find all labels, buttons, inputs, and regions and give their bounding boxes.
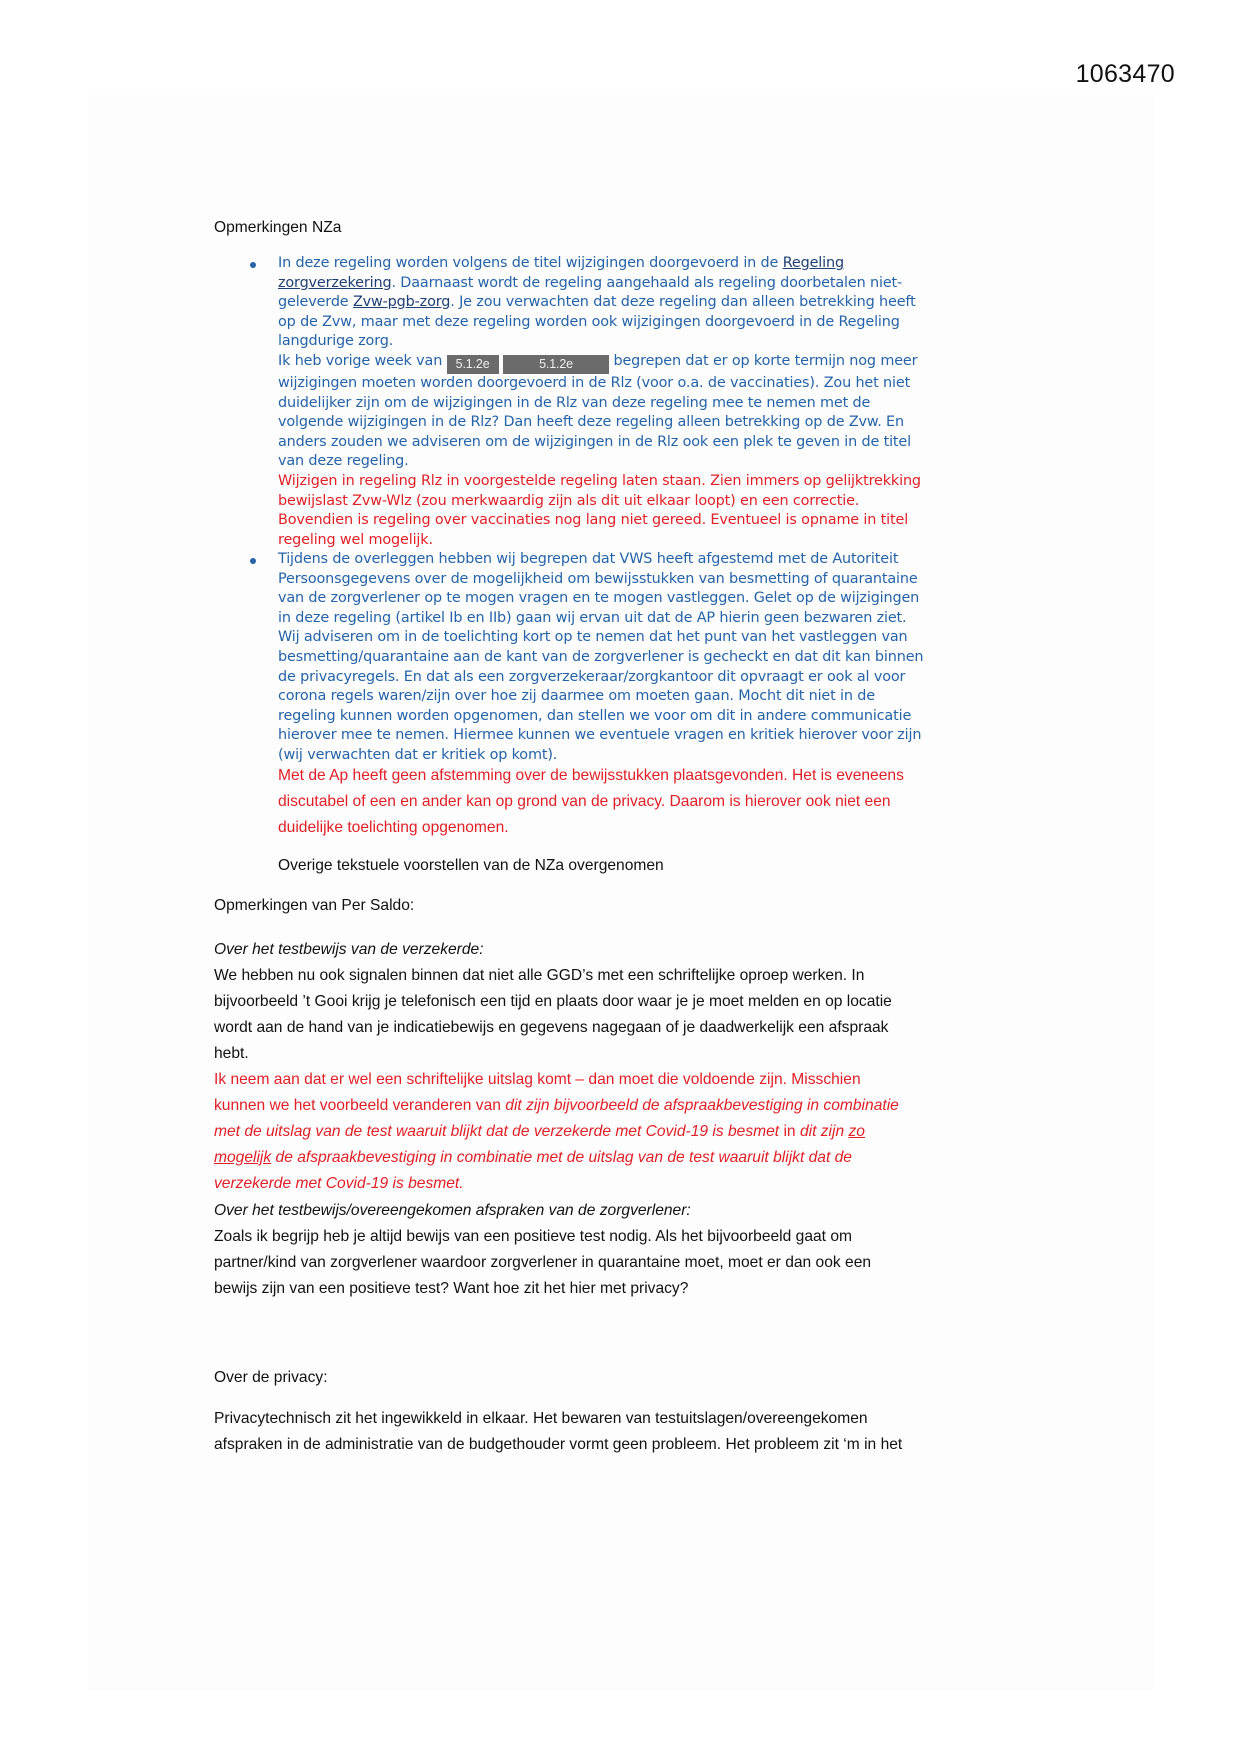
text-line: Ik heb vorige week van 5.1.2e 5.1.2e begrepen dat er op korte termijn nog meer	[278, 352, 1038, 374]
text-line: anders zouden we adviseren om de wijzigingen in de Rlz ook een plek te geven in de titel	[278, 433, 911, 450]
subheading: Over het testbewijs/overeengekomen afspraken van de zorgverlener:	[214, 1202, 691, 1219]
bullet-icon	[250, 262, 256, 268]
link-zvw-pgb-zorg[interactable]: Zvw-pgb-zorg	[352, 294, 451, 311]
text-line: wijzigingen moeten worden doorgevoerd in de Rlz (voor o.a. de vaccinaties). Zou het niet	[278, 374, 911, 391]
redaction-box: 5.1.2e	[447, 355, 499, 374]
response-text: Wijzigen in regeling Rlz in voorgestelde regeling laten staan. Zien immers op gelijktrekking bewijslast Zvw-Wlz (zou merkwaardig zijn als dit uit elkaar loopt) en een correctie. Bovendien is regeling over vaccinaties nog lang niet gereed. Eventueel is opname in titel regeling wel mogelijk.	[278, 472, 921, 548]
text-line: op de Zvw, maar met deze regeling worden ook wijzigingen doorgevoerd in de Regeling	[278, 313, 900, 330]
per-saldo-section-1: Over het testbewijs van de verzekerde: We hebben nu ook signalen binnen dat niet alle GGD’s met een schriftelijke oproep werken. In bijvoorbeeld ’t Gooi krijg je telefonisch een tijd en plaats door waar je je moet melden en op locatie wordt aan de hand van je indicatiebewijs en gegevens nagegaan of je daadwerkelijk een afspraak hebt. Ik neem aan dat er wel een schriftelijke uitslag komt – dan moet die voldoende zijn. Misschien kunnen we het voorbeeld veranderen van dit zijn bijvoorbeeld de afspraakbevestiging in combinatie met de uitslag van de test waaruit blijkt dat de verzekerde met Covid-19 is besmet in dit zijn zo mogelijk de afspraakbevestiging in combinatie met de uitslag van de test waaruit blijkt dat de verzekerde met Covid-19 is besmet.	[214, 937, 1034, 1197]
link-regeling-zorgverzekering[interactable]: zorgverzekering	[278, 274, 392, 291]
document-id: 1063470	[1075, 60, 1175, 88]
text-line: geleverde Zvw-pgb-zorg. Je zou verwachten dat deze regeling dan alleen betrekking heeft	[278, 294, 916, 311]
section-heading-per-saldo: Opmerkingen van Per Saldo:	[214, 897, 415, 914]
text-line: langdurige zorg.	[278, 333, 394, 350]
text-line: volgende wijzigingen in de Rlz? Dan heeft deze regeling alleen betrekking op de Zvw. En	[278, 414, 904, 431]
nza-closing-note: Overige tekstuele voorstellen van de NZa overgenomen	[278, 857, 664, 874]
nza-bullet-1	[278, 254, 1038, 550]
text-line: zorgverzekering. Daarnaast wordt de regeling aangehaald als regeling doorbetalen niet-	[278, 274, 903, 291]
redaction-box: 5.1.2e	[503, 355, 609, 374]
nza-bullet-2: Tijdens de overleggen hebben wij begrepen dat VWS heeft afgestemd met de Autoriteit Persoonsgegevens over de mogelijkheid om bewijsstukken van besmetting of quarantaine van de zorgverlener op te mogen vragen en te mogen vastleggen. Gelet op de wijzigingen in deze regeling (artikel Ib en IIb) gaan wij ervan uit dat de AP hierin geen bezwaren ziet. Wij adviseren om in de toelichting kort op te nemen dat het punt van het vastleggen van besmetting/quarantaine aan de kant van de zorgverlener is gecheckt en dat dit kan binnen de privacyregels. En dat als een zorgverzekeraar/zorgkantoor dit opvraagt er ook al voor corona regels waren/zijn over hoe zij daarmee om moeten gaan. Mocht dit niet in de regeling kunnen worden opgenomen, dan stellen we voor om dit in andere communicatie hierover mee te nemen. Hiermee kunnen we eventuele vragen en kritiek hierover voor zijn (wij verwachten dat er kritiek op komt).	[278, 551, 924, 763]
section-heading-privacy: Over de privacy:	[214, 1369, 328, 1386]
response-text: Met de Ap heeft geen afstemming over de bewijsstukken plaatsgevonden. Het is eveneens discutabel of een en ander kan op grond van de privacy. Daarom is hierover ook niet een duidelijke toelichting opgenomen.	[278, 767, 904, 836]
subheading: Over het testbewijs van de verzekerde:	[214, 941, 484, 958]
response-text: Ik neem aan dat er wel een schriftelijke uitslag komt – dan moet die voldoende zijn. Misschien kunnen we het voorbeeld veranderen van dit zijn bijvoorbeeld de afspraakbevestiging in combinatie met de uitslag van de test waaruit blijkt dat de verzekerde met Covid-19 is besmet in dit zijn zo mogelijk de afspraakbevestiging in combinatie met de uitslag van de test waaruit blijkt dat de verzekerde met Covid-19 is besmet.	[214, 1071, 899, 1192]
per-saldo-section-3: Privacytechnisch zit het ingewikkeld in elkaar. Het bewaren van testuitslagen/overeengekomen afspraken in de administratie van de budgethouder vormt geen probleem. Het probleem zit ‘m in het	[214, 1410, 903, 1453]
per-saldo-section-2: Over het testbewijs/overeengekomen afspraken van de zorgverlener: Zoals ik begrijp heb je altijd bewijs van een positieve test nodig. Als het bijvoorbeeld gaat om partner/kind van zorgverlener waardoor zorgverlener in quarantaine moet, moet er dan ook een bewijs zijn van een positieve test? Want hoe zit het hier met privacy?	[214, 1198, 1034, 1302]
bullet-icon	[250, 558, 256, 564]
text-line: In deze regeling worden volgens de titel wijzigingen doorgevoerd in de Regeling	[278, 255, 844, 271]
text-line: duidelijker zijn om de wijzigingen in de Rlz van deze regeling mee te nemen met de	[278, 394, 871, 411]
text-line: van deze regeling.	[278, 453, 409, 470]
link-regeling-zorgverzekering[interactable]: Regeling	[782, 255, 844, 271]
section-heading-nza: Opmerkingen NZa	[214, 219, 342, 236]
